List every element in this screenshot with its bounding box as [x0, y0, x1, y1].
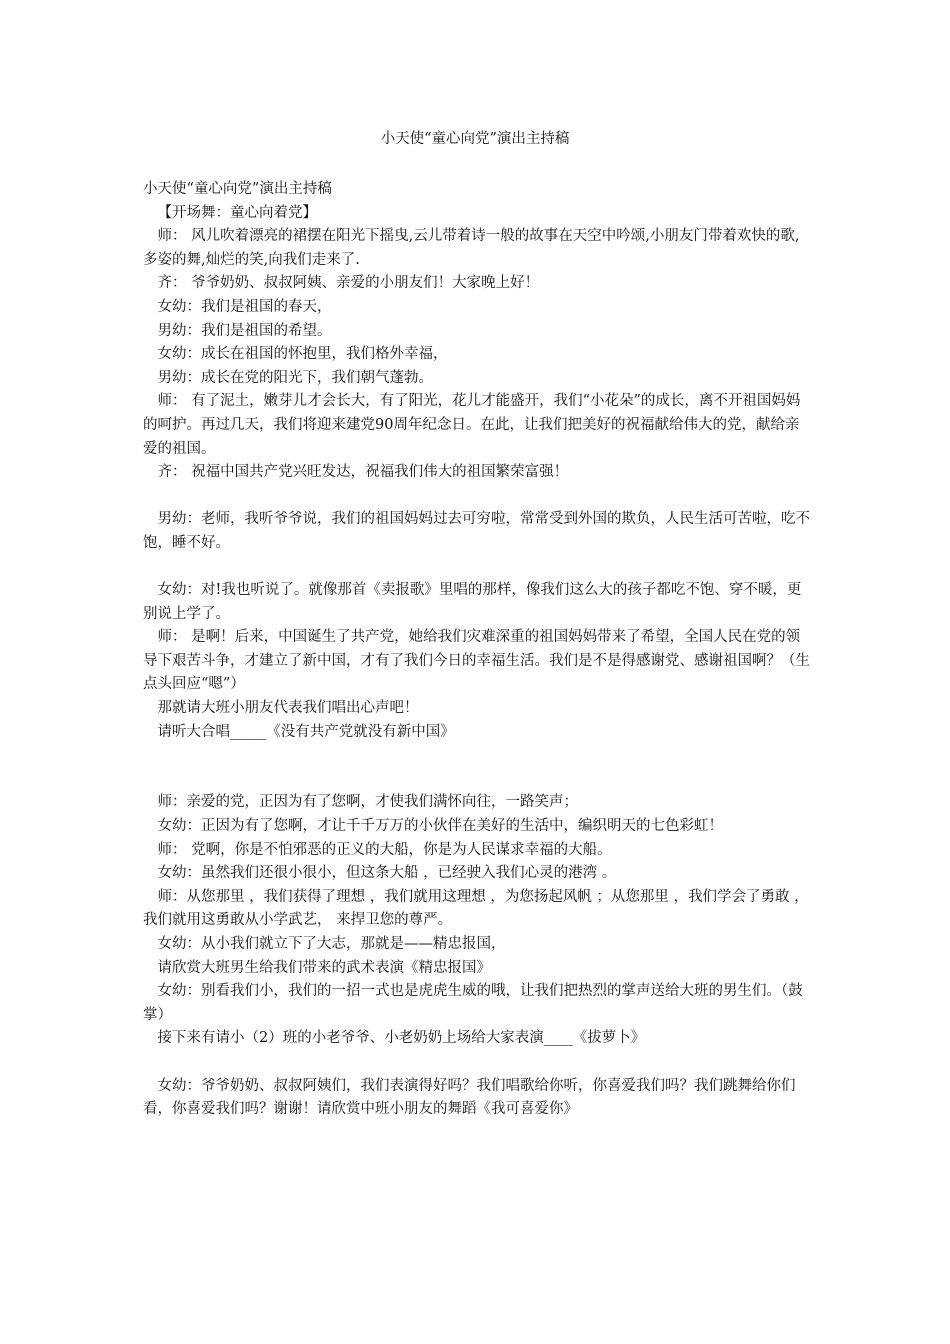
blank-line: [143, 485, 811, 509]
paragraph: 师： 党啊，你是不怕邪恶的正义的大船，你是为人民谋求幸福的大船。: [157, 841, 612, 858]
paragraph: 男幼：我们是祖国的希望。: [157, 322, 332, 339]
paragraph: 女幼：别看我们小，我们的一招一式也是虎虎生威的哦，让我们把热烈的掌声送给大班的男生们。（鼓掌）: [143, 983, 803, 1023]
paragraph: 女幼：正因为有了您啊，才让千千万万的小伙伴在美好的生活中，编织明天的七色彩虹！: [157, 818, 723, 835]
paragraph: 师： 风儿吹着漂亮的裙摆在阳光下摇曳,云儿带着诗一般的故事在天空中吟颂,小朋友门带着欢快的歌,多姿的舞,灿烂的笑,向我们走来了.: [143, 228, 800, 268]
paragraph: 师：亲爱的党，正因为有了您啊，才使我们满怀向往，一路笑声；: [157, 794, 578, 811]
paragraph: 齐： 爷爷奶奶、叔叔阿姨、亲爱的小朋友们！大家晚上好！: [157, 275, 540, 292]
paragraph: 请欣赏大班男生给我们带来的武术表演《精忠报国》: [157, 959, 491, 976]
paragraph: 女幼：对!我也听说了。就像那首《卖报歌》里唱的那样，像我们这么大的孩子都吃不饱、穿不暖，更别说上学了。: [143, 582, 802, 622]
paragraph-section-opening-dance: 【开场舞：童心向着党】: [157, 204, 317, 221]
paragraph: 接下来有请小（2）班的小老爷爷、小老奶奶上场给大家表演____《拔萝卜》: [157, 1030, 646, 1047]
paragraph: 女幼：从小我们就立下了大志，那就是——精忠报国，: [157, 936, 506, 952]
paragraph: 请听大合唱_____《没有共产党就没有新中国》: [157, 723, 455, 740]
paragraph: 那就请大班小朋友代表我们唱出心声吧！: [157, 700, 419, 717]
paragraph: 男幼：成长在党的阳光下，我们朝气蓬勃。: [157, 369, 433, 386]
blank-line: [143, 1051, 811, 1075]
document-title: 小天使“童心向党”演出主持稿: [380, 131, 570, 147]
paragraph: 师： 有了泥土，嫩芽儿才会长大，有了阳光，花儿才能盛开，我们“小花朵”的成长，离不开祖国妈妈的呵护。再过几天，我们将迎来建党90周年纪念日。在此，让我们把美好的祝福献给伟大的党，献给亲爱的祖国。: [143, 393, 801, 457]
paragraph: 女幼：我们是祖国的春天，: [157, 298, 332, 315]
blank-line: [143, 556, 811, 580]
paragraph: 女幼：成长在祖国的怀抱里，我们格外幸福，: [157, 346, 448, 363]
paragraph: 齐： 祝福中国共产党兴旺发达，祝福我们伟大的祖国繁荣富强！: [157, 464, 569, 481]
paragraph: 师：从您那里 ，我们获得了理想 ，我们就用这理想 ，为您扬起风帆 ；从您那里 ，我们学会了勇敢 ，我们就用这勇敢从小学武艺， 来捍卫您的尊严。: [143, 888, 809, 929]
paragraph: 女幼：虽然我们还很小很小，但这条大船 ，已经驶入我们心灵的港湾 。: [157, 865, 617, 882]
paragraph: 男幼：老师，我听爷爷说，我们的祖国妈妈过去可穷啦，常常受到外国的欺负，人民生活可苦啦，吃不饱，睡不好。: [143, 511, 810, 551]
paragraph-heading: 小天使“童心向党”演出主持稿: [143, 181, 332, 197]
document-body: [143, 178, 811, 1122]
blank-line: [143, 744, 811, 791]
paragraph: 女幼：爷爷奶奶、叔叔阿姨们，我们表演得好吗？我们唱歌给你听，你喜爱我们吗？我们跳舞给你们看，你喜爱我们吗？谢谢！请欣赏中班小朋友的舞蹈《我可喜爱你》: [143, 1077, 796, 1118]
paragraph: 师： 是啊！后来，中国诞生了共产党，她给我们灾难深重的祖国妈妈带来了希望，全国人民在党的领导下艰苦斗争，才建立了新中国，才有了我们今日的幸福生活。我们是不是得感谢党、感谢祖国啊？（生点头回应“嗯”）: [143, 629, 810, 693]
